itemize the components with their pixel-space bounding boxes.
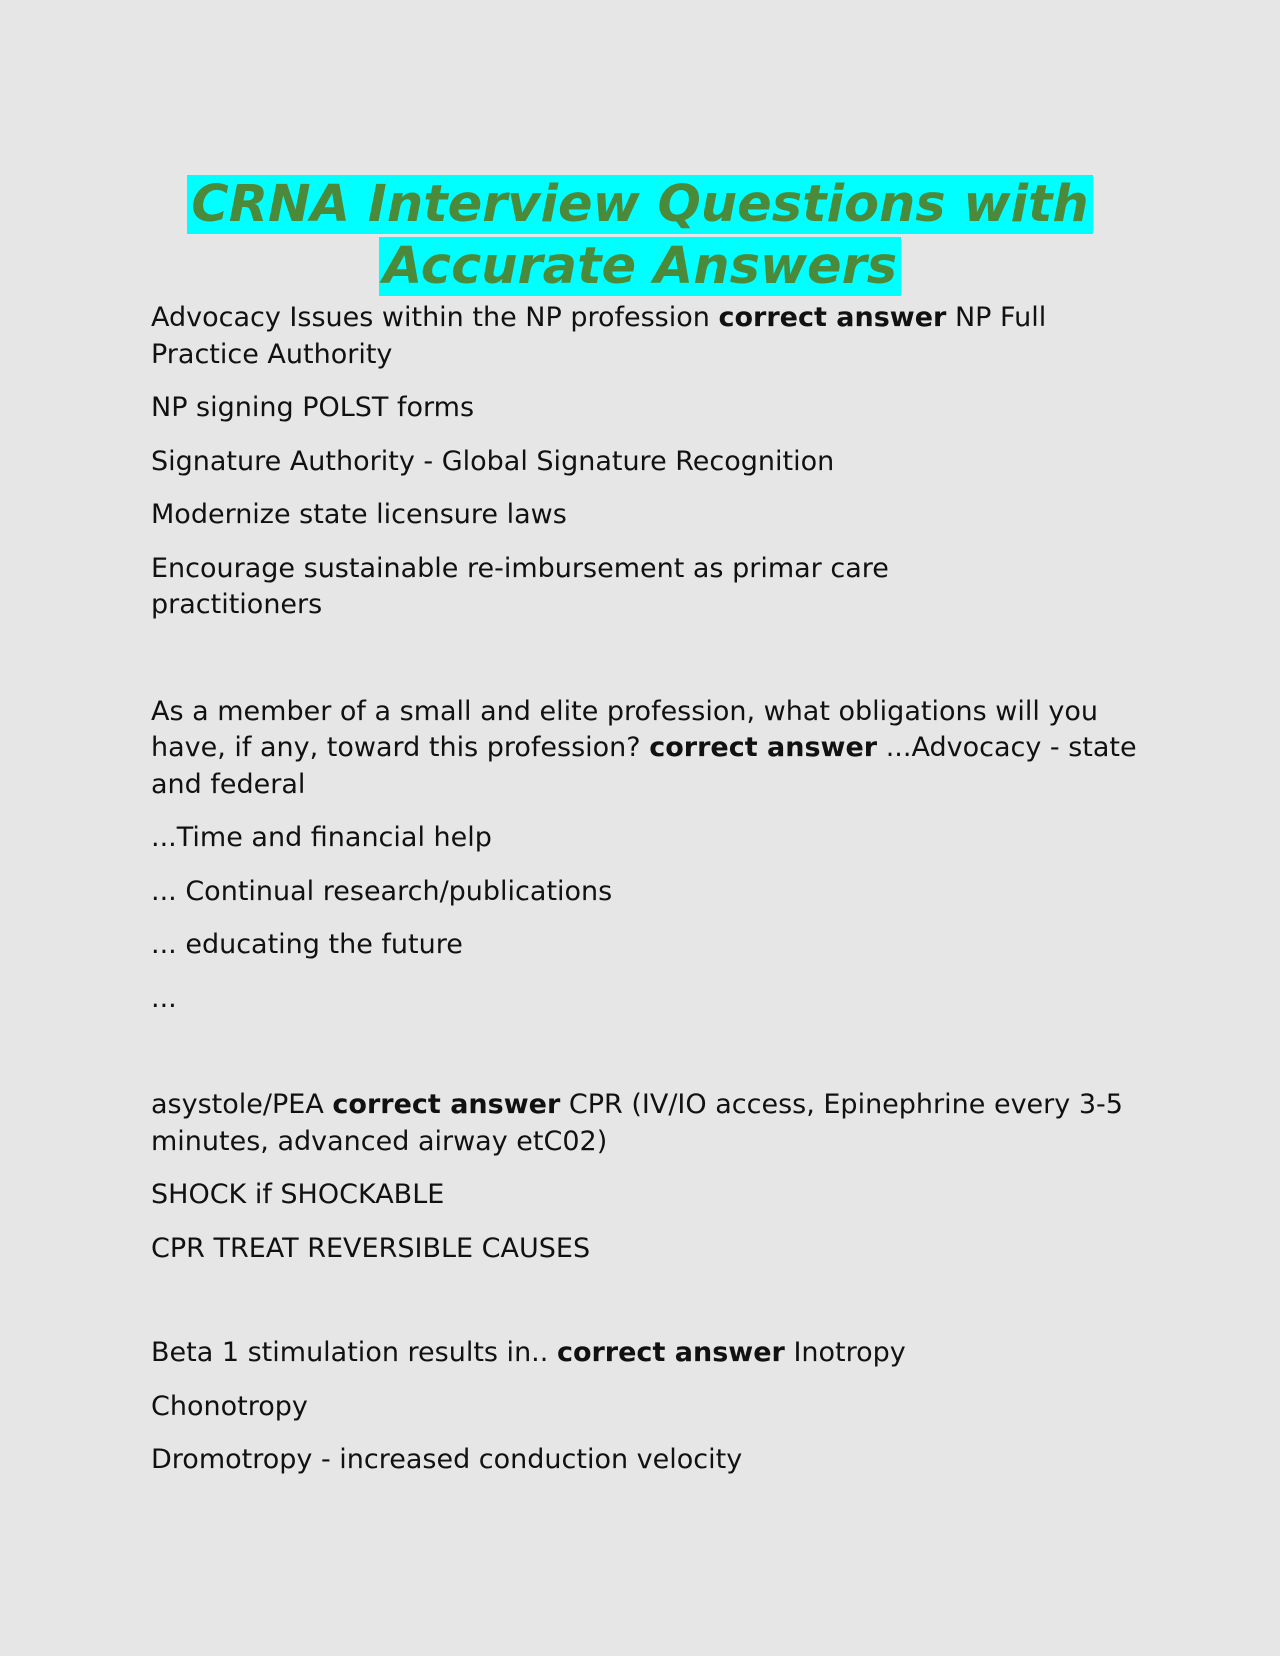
qa-item-3 [151,1087,1141,1160]
answer-marker: correct answer [649,732,878,763]
title-line-2: Accurate Answers [379,237,901,296]
answer-line: NP signing POLST forms [151,392,475,423]
answer-line: ...Time and financial help [151,822,492,853]
answer-line: Signature Authority - Global Signature Recognition [151,445,835,477]
answer-text: NP Full Practice Authority [151,302,1047,370]
answer-line: Chonotropy [151,1390,308,1422]
question-text: asystole/PEA [151,1089,324,1120]
answer-line: Modernize state licensure laws [151,499,567,530]
answer-marker: correct answer [718,302,947,333]
answer-line: Encourage sustainable re-imbursement as primar care practitioners [151,552,889,620]
answer-marker: correct answer [332,1089,561,1120]
document-title [140,174,1140,298]
qa-item-2 [151,694,1141,804]
answer-line: ... Continual research/publications [151,875,613,907]
question-text: Advocacy Issues within the NP profession [151,302,710,333]
qa-item-4 [151,1335,1141,1372]
answer-text: CPR (IV/IO access, Epinephrine every 3-5 minutes, advanced airway etC02) [151,1089,1123,1157]
answer-line: ... educating the future [151,929,463,960]
answer-line: Dromotropy - increased conduction velocity [151,1444,743,1475]
answer-marker: correct answer [556,1337,785,1368]
question-text: As a member of a small and elite profession, what obligations will you have, if any, toward this profession? [151,695,1099,763]
question-text: Beta 1 stimulation results in.. [151,1337,549,1368]
answer-text: Inotropy [793,1337,906,1368]
answer-text: ...Advocacy - state and federal [151,732,1137,800]
answer-line: SHOCK if SHOCKABLE [151,1179,445,1210]
qa-item-1 [151,300,1141,373]
title-line-1: CRNA Interview Questions with [187,175,1092,234]
answer-line: CPR TREAT REVERSIBLE CAUSES [151,1232,591,1264]
answer-line: ... [151,982,177,1014]
document-body [151,300,1141,1496]
